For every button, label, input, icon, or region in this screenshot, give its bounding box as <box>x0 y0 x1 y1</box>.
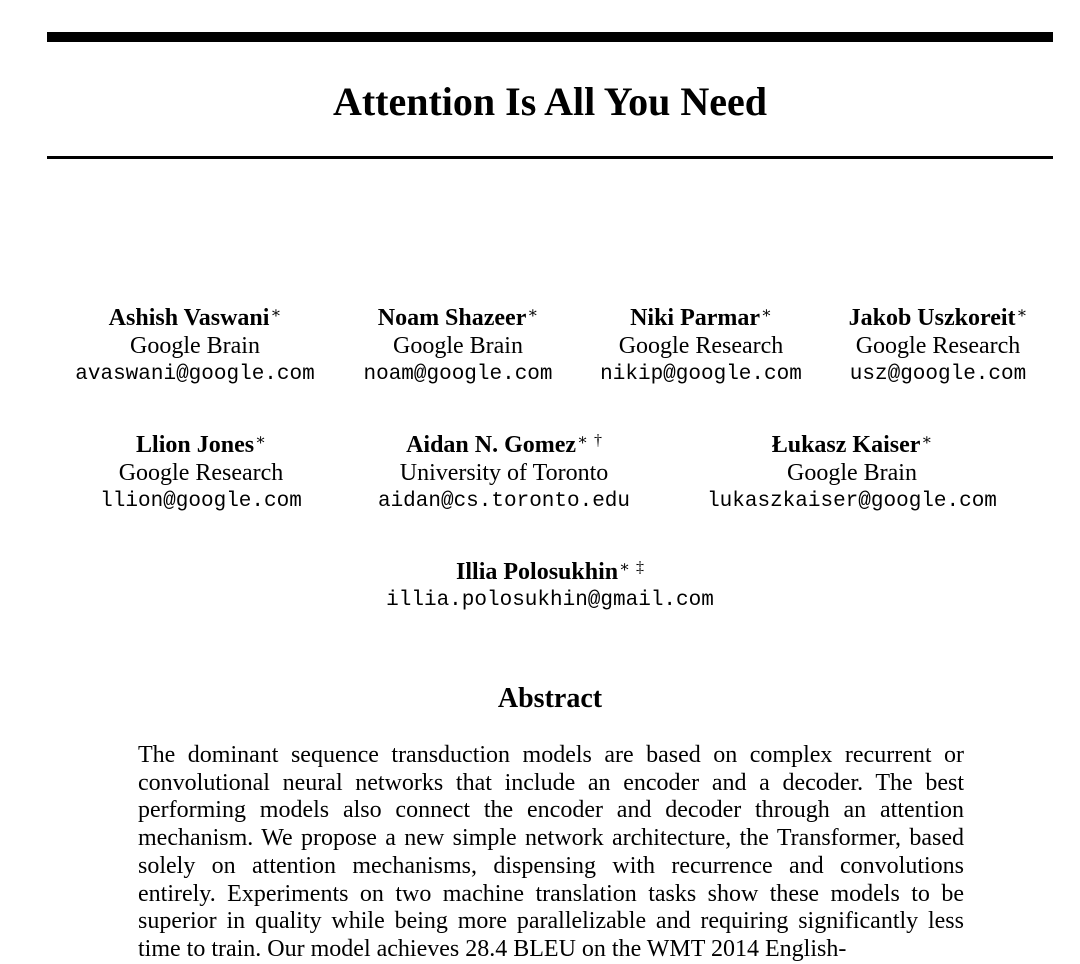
abstract-text: The dominant sequence transduction models are based on complex recurrent or convolutional neural networks that include an encoder and a decoder. The best performing models also connect the encoder and decoder through an attention mechanism. We propose a new simple network architecture, the Transformer, based solely on attention mechanisms, dispensing with recurrence and convolutions entirely. Experiments on two machine translation tasks show these models to be superior in quality while being more parallelizable and requiring significantly less time to train. Our model achieves 28.4 BLEU on the WMT 2014 English- <box>138 742 964 962</box>
author-affiliation: Google Brain <box>393 333 523 359</box>
author-name: Niki Parmar∗ <box>630 305 772 331</box>
author-email: avaswani@google.com <box>75 363 315 386</box>
author-footnote-mark: ∗ <box>527 305 539 322</box>
author-affiliation: Google Research <box>118 460 284 486</box>
author-footnote-mark: ∗ <box>270 305 282 322</box>
author-block <box>70 300 320 389</box>
author-footnote-mark: ∗ <box>255 432 266 449</box>
author-affiliation: University of Toronto <box>399 460 609 486</box>
author-footnote-mark: ∗ <box>921 432 933 449</box>
author-block <box>838 300 1038 389</box>
author-name: Aidan N. Gomez∗ † <box>406 432 602 458</box>
author-block <box>90 427 312 516</box>
author-email: usz@google.com <box>849 363 1027 386</box>
author-name: Ashish Vaswani∗ <box>108 305 282 331</box>
author-footnote-mark: ∗ <box>619 559 630 576</box>
title-top-rule <box>47 32 1053 42</box>
author-name: Jakob Uszkoreit∗ <box>848 305 1028 331</box>
author-affiliation: Google Research <box>618 333 784 359</box>
author-block <box>370 554 730 615</box>
author-email: llion@google.com <box>100 490 302 513</box>
author-footnote-mark: † <box>593 432 602 449</box>
author-email: illia.polosukhin@gmail.com <box>386 589 714 612</box>
paper-title: Attention Is All You Need <box>332 79 768 124</box>
author-name: Illia Polosukhin∗ ‡ <box>456 559 644 585</box>
author-name: Llion Jones∗ <box>136 432 266 458</box>
author-affiliation: Google Brain <box>787 460 917 486</box>
author-affiliation: Google Brain <box>130 333 260 359</box>
author-footnote-mark: ∗ <box>577 432 588 449</box>
author-name: Łukasz Kaiser∗ <box>771 432 933 458</box>
author-block <box>358 300 558 389</box>
author-email: lukaszkaiser@google.com <box>707 490 997 513</box>
author-block <box>368 427 640 516</box>
author-footnote-mark: ∗ <box>761 305 772 322</box>
author-footnote-mark: ∗ <box>1016 305 1028 322</box>
author-affiliation: Google Research <box>855 333 1021 359</box>
abstract-heading: Abstract <box>497 683 603 714</box>
author-name: Noam Shazeer∗ <box>377 305 539 331</box>
title-bottom-rule <box>47 156 1053 159</box>
author-block <box>594 300 808 389</box>
author-block <box>696 427 1008 516</box>
author-footnote-mark: ‡ <box>635 559 644 576</box>
author-email: nikip@google.com <box>600 363 802 386</box>
author-email: noam@google.com <box>363 363 553 386</box>
author-email: aidan@cs.toronto.edu <box>377 490 631 513</box>
